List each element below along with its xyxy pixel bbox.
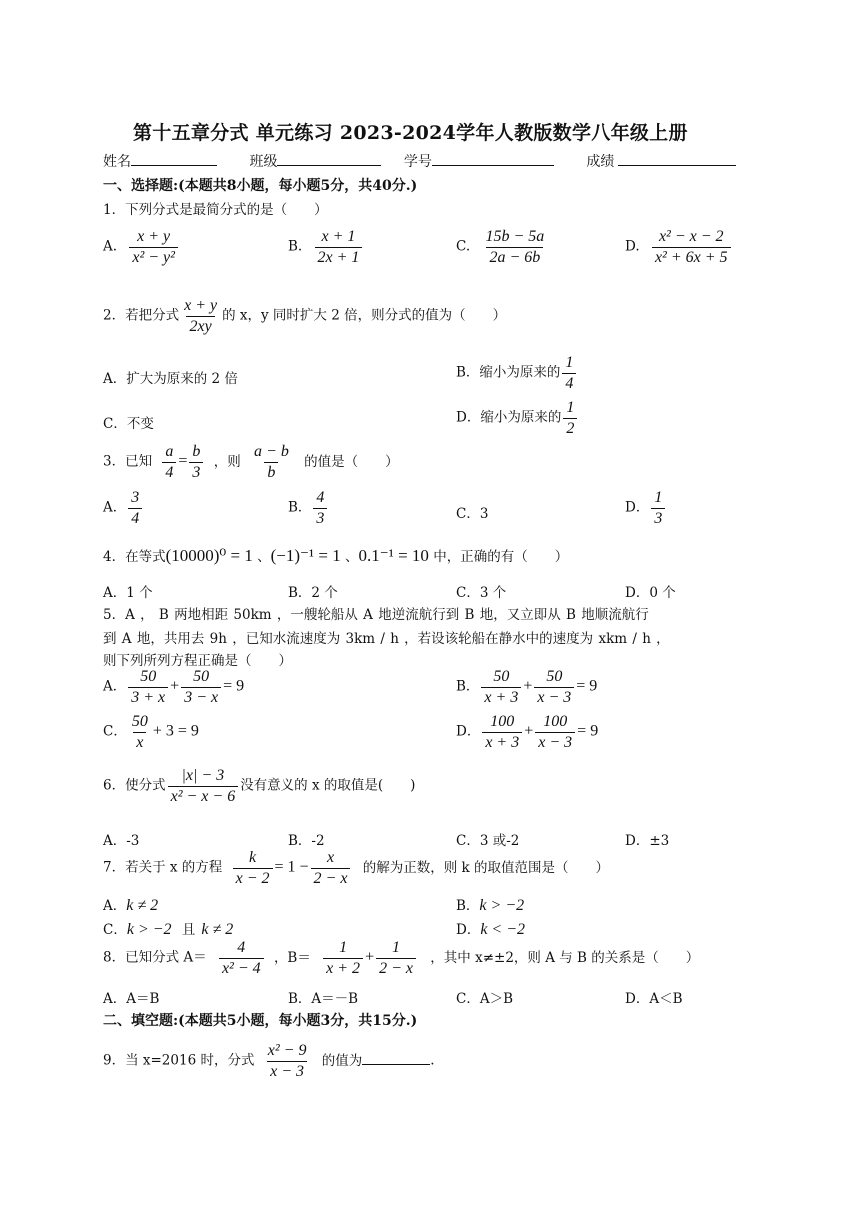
denominator: 3 <box>651 508 665 528</box>
inequality: k ≠ 2 <box>201 921 234 938</box>
denominator: 2 − x <box>311 868 351 888</box>
stem-text: 的解为正数，则 k 的取值范围是（ ） <box>362 859 610 876</box>
denominator: 3 − x <box>181 687 221 707</box>
question-2-stem <box>103 297 506 335</box>
numerator: k <box>248 849 257 866</box>
fraction <box>168 767 239 805</box>
option-label: D． <box>456 922 481 938</box>
plus: + <box>365 948 375 966</box>
question-8-stem <box>103 939 699 977</box>
fraction <box>189 443 203 481</box>
option-label: C． <box>103 922 127 938</box>
q5-option-b <box>456 668 597 706</box>
stem-text: 7．若关于 x 的方程 <box>103 859 223 876</box>
fraction <box>652 228 731 266</box>
class-label: 班级 <box>249 154 278 170</box>
fraction <box>535 713 575 751</box>
stem-text: 6．使分式 <box>103 777 166 794</box>
option-label: B． <box>288 499 312 516</box>
numerator: x + 1 <box>321 228 356 245</box>
option-label: B． <box>456 898 480 914</box>
q2-option-b <box>456 354 578 392</box>
fraction <box>265 1042 310 1080</box>
option-label: B． <box>456 678 480 695</box>
q8-option-c: C．A＞B <box>456 991 513 1007</box>
numerator: 50 <box>131 713 148 730</box>
numerator: x² − 9 <box>267 1042 307 1059</box>
section-fill-heading: 二、填空题:(本题共5小题，每小题3分，共15分.) <box>103 1013 418 1029</box>
class-blank[interactable] <box>277 151 381 166</box>
denominator: x <box>133 732 146 752</box>
name-label: 姓名 <box>103 154 131 170</box>
q7-option-a <box>103 894 158 915</box>
equals: = <box>178 452 188 470</box>
q3-option-c: C．3 <box>456 506 489 522</box>
denominator: x² − 4 <box>219 958 264 978</box>
plus: + <box>524 722 534 740</box>
q6-option-a: A．-3 <box>103 833 140 849</box>
denominator: x − 3 <box>535 732 575 752</box>
stem-text: 中，正确的有（ ） <box>433 549 569 565</box>
option-text: B．缩小为原来的 <box>456 364 561 381</box>
stem-text: 8．已知分式 A＝ <box>103 949 207 966</box>
fraction <box>534 668 574 706</box>
q8-option-b: B．A＝－B <box>288 991 359 1007</box>
denominator: x² − y² <box>129 247 178 267</box>
fraction <box>482 228 547 266</box>
fraction <box>482 713 522 751</box>
fraction <box>563 399 577 437</box>
question-5-line-3: 则下列所列方程正确是（ ） <box>103 653 292 669</box>
numerator: |x| − 3 <box>181 767 225 784</box>
denominator: 2 <box>563 418 577 438</box>
denominator: 4 <box>128 508 142 528</box>
option-label: B. <box>288 238 303 255</box>
stem-text: 的 x，y 同时扩大 2 倍，则分式的值为（ ） <box>222 307 507 324</box>
stem-text: ，B＝ <box>273 949 311 966</box>
score-label: 成绩 <box>586 154 615 170</box>
question-5-line-1: 5．A ， B 两地相距 50km ，一艘轮船从 A 地逆流航行到 B 地，又立即从 B 地顺流航行 <box>103 607 649 623</box>
stem-text: 的值为 <box>321 1052 363 1069</box>
question-6-stem <box>103 767 415 805</box>
q7-option-c <box>103 918 233 939</box>
stem-text: 3．已知 <box>103 453 153 470</box>
denominator: x − 3 <box>534 687 574 707</box>
numerator: a − b <box>254 443 289 460</box>
option-label: D. <box>625 238 640 255</box>
q5-option-d <box>456 713 598 751</box>
fraction <box>128 489 142 527</box>
numerator: 100 <box>543 713 568 730</box>
inequality: k ≠ 2 <box>126 897 159 914</box>
denominator: 2a − 6b <box>486 247 543 267</box>
q4-option-d: D．0 个 <box>625 585 676 601</box>
fraction <box>313 489 327 527</box>
denominator: 3 <box>189 462 203 482</box>
fraction <box>562 354 576 392</box>
option-label: D． <box>625 499 650 516</box>
question-7-stem <box>103 849 609 887</box>
numerator: b <box>192 443 201 460</box>
numerator: 15b − 5a <box>485 228 545 245</box>
numerator: 1 <box>566 399 575 416</box>
fraction <box>376 939 416 977</box>
option-label: A． <box>103 898 127 914</box>
numerator: 4 <box>237 939 246 956</box>
fraction <box>651 489 665 527</box>
stem-text: ，则 <box>213 453 241 470</box>
denominator: x² − x − 6 <box>168 786 239 806</box>
equation: (−1)⁻¹ = 1 <box>270 546 341 565</box>
score-blank[interactable] <box>618 151 736 166</box>
fraction <box>219 939 264 977</box>
plus: + <box>523 677 533 695</box>
option-label: A． <box>103 499 127 516</box>
option-text: D．缩小为原来的 <box>456 409 562 426</box>
q4-option-b: B．2 个 <box>288 585 338 601</box>
plus: + <box>170 677 180 695</box>
fraction <box>181 668 221 706</box>
numerator: 50 <box>493 668 510 685</box>
denominator: x + 3 <box>482 732 522 752</box>
equation: 0.1⁻¹ = 10 <box>358 546 429 565</box>
q1-option-c <box>456 228 549 266</box>
fraction <box>162 443 176 481</box>
student-info-row <box>103 151 736 171</box>
stem-text: 没有意义的 x 的取值是( ) <box>240 777 416 794</box>
equation-middle: = 1 − <box>274 858 309 876</box>
id-blank[interactable] <box>432 151 554 166</box>
q2-option-a: A．扩大为原来的 2 倍 <box>103 371 238 387</box>
rest: + 3 = 9 <box>152 722 199 740</box>
q3-option-a <box>103 489 144 527</box>
fraction <box>129 713 151 751</box>
period: . <box>430 1052 435 1069</box>
denominator: x + 2 <box>323 958 363 978</box>
id-label: 学号 <box>403 154 432 170</box>
q7-option-b <box>456 894 524 915</box>
option-label: A． <box>103 678 127 695</box>
numerator: 50 <box>140 668 157 685</box>
stem-text: ，其中 x≠±2，则 A 与 B 的关系是（ ） <box>430 949 700 966</box>
question-5-line-2: 到 A 地，共用去 9h ，已知水流速度为 3km / h ，若设该轮船在静水中的速度为 xkm / h ， <box>103 631 670 647</box>
equals-nine: = 9 <box>223 677 245 695</box>
numerator: 4 <box>316 489 325 506</box>
question-4-stem <box>103 545 568 566</box>
separator: 、 <box>257 549 271 565</box>
q4-option-a: A．1 个 <box>103 585 153 601</box>
q6-option-c: C．3 或-2 <box>456 833 520 849</box>
q2-option-d <box>456 399 579 437</box>
stem-text: 的值是（ ） <box>304 453 399 470</box>
option-label: C． <box>103 723 127 740</box>
separator: 、 <box>345 549 359 565</box>
section-choice-heading: 一、选择题:(本题共8小题，每小题5分，共40分.) <box>103 178 418 194</box>
denominator: 4 <box>162 462 176 482</box>
q7-option-d <box>456 918 525 939</box>
inequality: k > −2 <box>126 921 172 938</box>
numerator: 1 <box>654 489 663 506</box>
inequality: k > −2 <box>479 897 525 914</box>
option-label: D． <box>456 723 481 740</box>
numerator: a <box>165 443 174 460</box>
fraction <box>323 939 363 977</box>
q1-option-a <box>103 228 180 266</box>
fraction <box>315 228 363 266</box>
option-label: C. <box>456 238 471 255</box>
numerator: 1 <box>392 939 401 956</box>
q8-option-d: D．A＜B <box>625 991 683 1007</box>
numerator: 100 <box>490 713 515 730</box>
fraction <box>128 668 168 706</box>
answer-blank[interactable] <box>362 1052 430 1065</box>
fraction <box>181 297 220 335</box>
q6-option-b: B．-2 <box>288 833 325 849</box>
denominator: 3 + x <box>128 687 168 707</box>
numerator: x + y <box>137 228 171 245</box>
numerator: x <box>326 849 335 866</box>
numerator: 1 <box>565 354 574 371</box>
q5-option-c <box>103 713 199 751</box>
q8-option-a: A．A＝B <box>103 991 160 1007</box>
q5-option-a <box>103 668 244 706</box>
q2-option-c: C．不变 <box>103 416 154 432</box>
numerator: 50 <box>193 668 210 685</box>
numerator: 3 <box>131 489 140 506</box>
equals-nine: = 9 <box>576 677 598 695</box>
q1-option-b <box>288 228 364 266</box>
denominator: 2xy <box>186 316 214 336</box>
denominator: 3 <box>313 508 327 528</box>
inequality: k < −2 <box>480 921 526 938</box>
equation: (10000)⁰ = 1 <box>165 546 253 565</box>
denominator: x − 2 <box>233 868 273 888</box>
fraction <box>481 668 521 706</box>
q1-option-d <box>625 228 733 266</box>
numerator: 1 <box>339 939 348 956</box>
q3-option-d <box>625 489 667 527</box>
q6-option-d: D．±3 <box>625 833 670 849</box>
denominator: 2x + 1 <box>315 247 363 267</box>
denominator: 4 <box>562 373 576 393</box>
name-blank[interactable] <box>131 151 217 166</box>
denominator: b <box>264 462 278 482</box>
fraction <box>251 443 292 481</box>
q3-option-b <box>288 489 329 527</box>
numerator: x² − x − 2 <box>658 228 724 245</box>
page-title: 第十五章分式 单元练习 2023-2024学年人教版数学八年级上册 <box>133 122 688 144</box>
denominator: 2 − x <box>376 958 416 978</box>
denominator: x² + 6x + 5 <box>652 247 731 267</box>
equals-nine: = 9 <box>577 722 599 740</box>
conjunction: 且 <box>181 922 196 938</box>
stem-text: 4．在等式 <box>103 549 166 565</box>
question-1-stem: 1．下列分式是最简分式的是（ ） <box>103 202 328 218</box>
numerator: 50 <box>546 668 563 685</box>
denominator: x − 3 <box>267 1061 307 1081</box>
fraction <box>311 849 351 887</box>
option-label: A. <box>103 238 118 255</box>
question-9-stem <box>103 1042 435 1080</box>
numerator: x + y <box>184 297 218 314</box>
stem-text: 9．当 x=2016 时，分式 <box>103 1052 255 1069</box>
fraction <box>233 849 273 887</box>
question-3-stem <box>103 443 399 481</box>
stem-text: 2．若把分式 <box>103 307 180 324</box>
q4-option-c: C．3 个 <box>456 585 507 601</box>
denominator: x + 3 <box>481 687 521 707</box>
fraction <box>129 228 178 266</box>
